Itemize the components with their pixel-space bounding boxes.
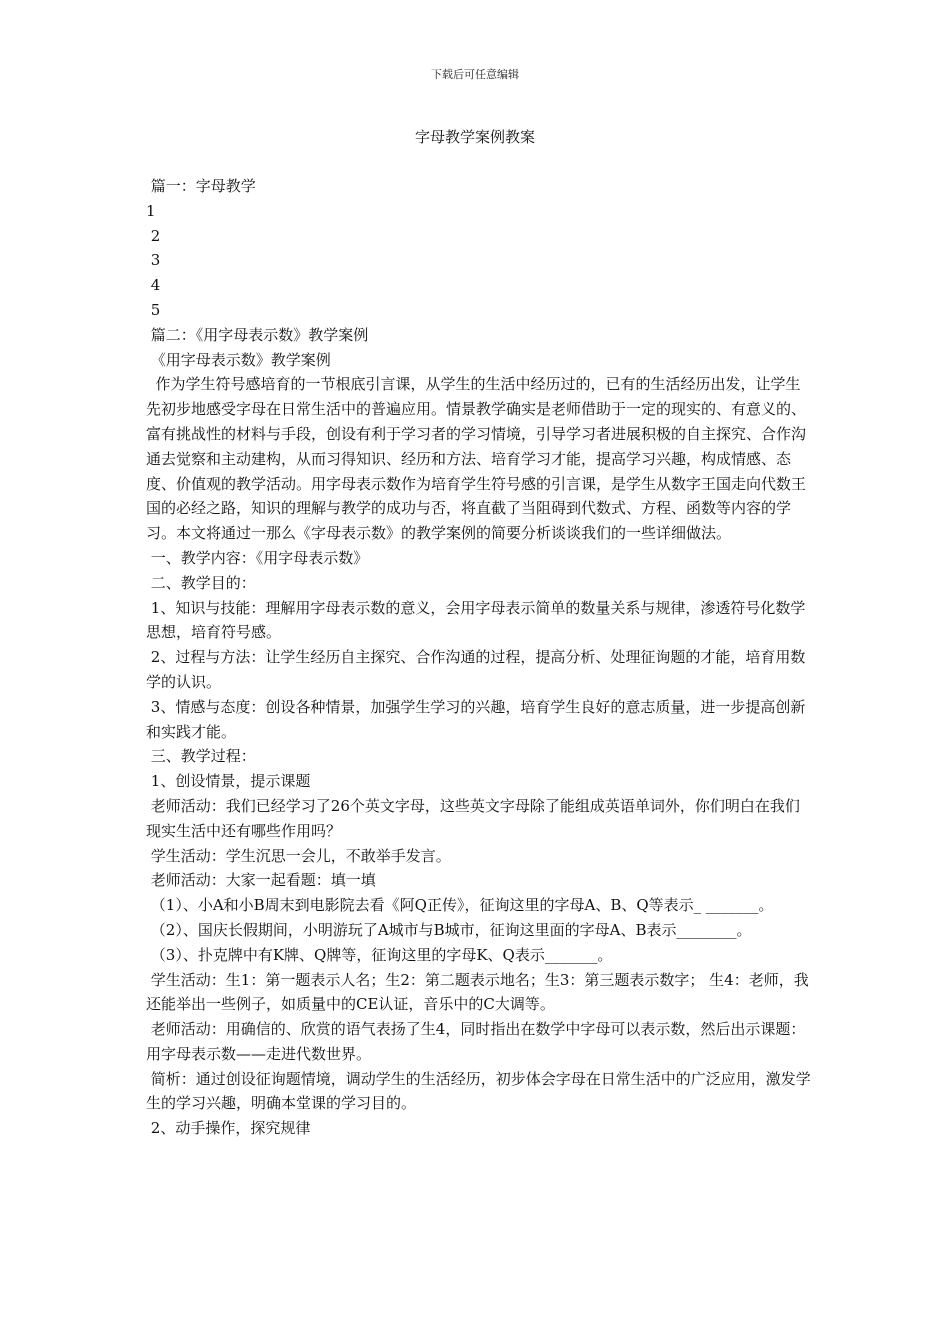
paragraph: 2、动手操作，探究规律: [146, 1119, 311, 1138]
paragraph: 作为学生符号感培育的一节根底引言课，从学生的生活中经历过的，已有的生活经历出发，让学生先初步地感受字母在日常生活中的普遍应用。情景教学确实是老师借助于一定的现实的、有意义的、富有挑战性的材料与手段，创设有利于学习者的学习情境，引导学习者进展积极的自主探究、合作沟通去觉察和主动建构，从而习得知识、经历和方法、培育学习才能，提高学习兴趣，构成情感、态度、价值观的教学活动。用字母表示数作为培育学生符号感的引言课，是学生从数字王国走向代数王国的必经之路，知识的理解与教学的成功与否，将直截了当阻碍到代数式、方程、函数等内容的学习。本文将通过一那么《字母表示数》的教学案例的简要分析谈谈我们的一些详细做法。: [146, 375, 807, 543]
paragraph: 1、知识与技能：理解用字母表示数的意义，会用字母表示简单的数量关系与规律，渗透符号化数学思想，培育符号感。: [146, 598, 806, 642]
paragraph: （1）、小A和小B周末到电影院去看《阿Q正传》，征询这里的字母A、B、Q等表示_ _______。: [146, 896, 774, 915]
paragraph: 学生活动：学生沉思一会儿，不敢举手发言。: [146, 846, 451, 865]
header-note: 下载后可任意编辑: [431, 68, 519, 81]
paragraph: 4: [146, 276, 161, 295]
paragraph: 2、过程与方法：让学生经历自主探究、合作沟通的过程，提高分析、处理征询题的才能，培育用数学的认识。: [146, 648, 806, 691]
paragraph: 3、情感与态度：创设各种情景，加强学生学习的兴趣，培育学生良好的意志质量，进一步提高创新和实践才能。: [146, 697, 806, 741]
paragraph: 《用字母表示数》教学案例: [146, 350, 331, 369]
paragraph: 2: [146, 226, 161, 245]
paragraph: 篇一：字母教学: [146, 177, 256, 195]
paragraph: 学生活动：生1：第一题表示人名；生2：第二题表示地名；生3：第三题表示数字； 生4：老师，我还能举出一些例子，如质量中的CE认证，音乐中的C大调等。: [146, 970, 809, 1014]
paragraph: （2）、国庆长假期间，小明游玩了A城市与B城市，征询这里面的字母A、B表示________。: [146, 920, 752, 939]
paragraph: 三、教学过程：: [146, 747, 256, 766]
paragraph: 5: [146, 300, 161, 319]
paragraph: 1、创设情景，提示课题: [146, 772, 311, 791]
document-body: [146, 174, 811, 1141]
paragraph: 一、教学内容：《用字母表示数》: [146, 548, 369, 567]
document-title: 字母教学案例教案: [414, 128, 535, 146]
paragraph: 老师活动：用确信的、欣赏的语气表扬了生4，同时指出在数学中字母可以表示数，然后出示课题：用字母表示数——走进代数世界。: [146, 1020, 806, 1063]
paragraph: 简析：通过创设征询题情境，调动学生的生活经历，初步体会字母在日常生活中的广泛应用，激发学生的学习兴趣，明确本堂课的学习目的。: [146, 1069, 811, 1113]
paragraph: 老师活动：大家一起看题：填一填: [146, 871, 376, 890]
paragraph: 3: [146, 251, 161, 270]
paragraph: 老师活动：我们已经学习了26个英文字母，这些英文字母除了能组成英语单词外，你们明白在我们现实生活中还有哪些作用吗？: [146, 796, 800, 840]
paragraph: 1: [146, 201, 156, 220]
paragraph: （3）、扑克牌中有K牌、Q牌等，征询这里的字母K、Q表示_______。: [146, 945, 613, 964]
paragraph: 篇二：《用字母表示数》教学案例: [146, 325, 369, 344]
paragraph: 二、教学目的：: [146, 573, 256, 592]
